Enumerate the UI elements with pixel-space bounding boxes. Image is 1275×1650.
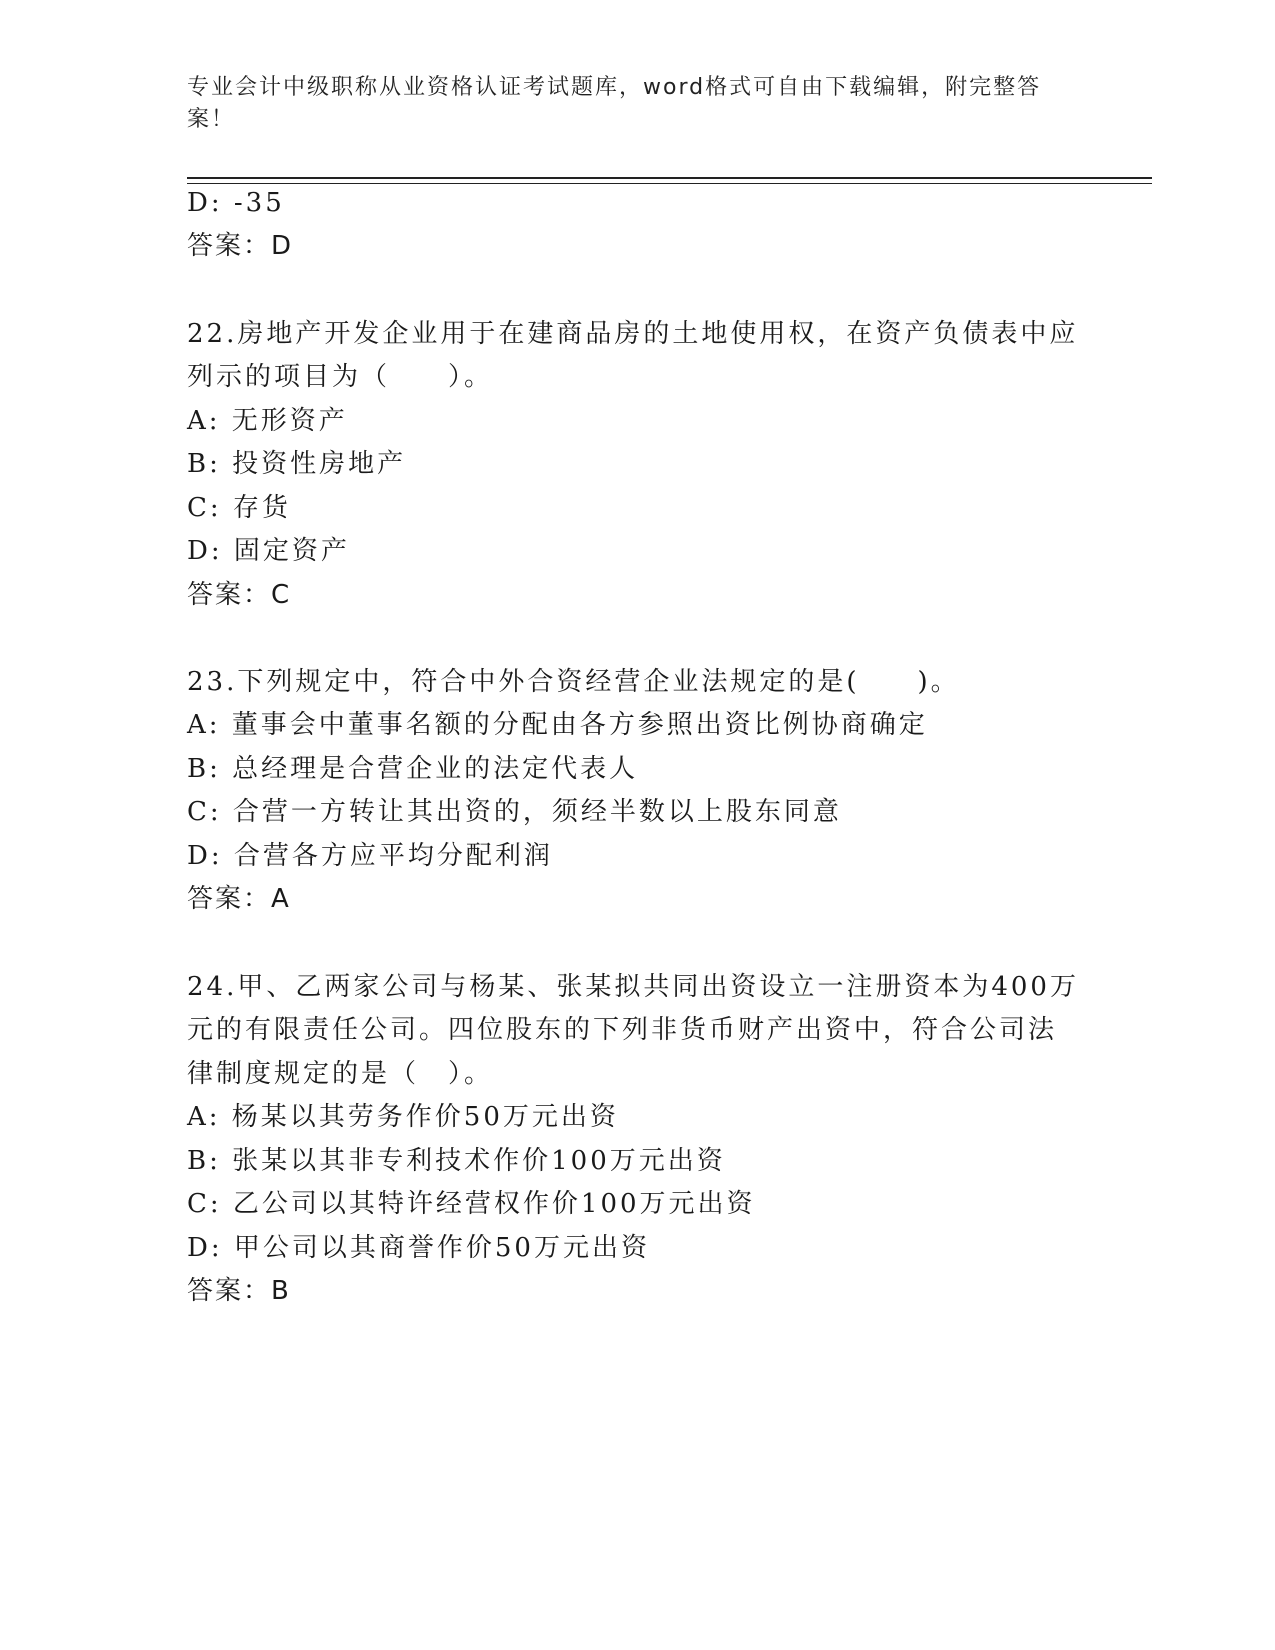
question-23-answer: 答案：A [187, 884, 291, 914]
question-24-option-d: D: 甲公司以其商誉作价50万元出资 [187, 1233, 650, 1263]
page-header [187, 72, 1067, 136]
header-line-2: 案！ [187, 107, 236, 132]
question-23-option-a: A: 董事会中董事名额的分配由各方参照出资比例协商确定 [187, 710, 928, 740]
question-23-stem-line-1: 23.下列规定中，符合中外合资经营企业法规定的是( )。 [187, 667, 960, 697]
answer-line: 答案：D [187, 231, 294, 261]
header-rule-thick [187, 177, 1152, 179]
question-24-option-b: B: 张某以其非专利技术作价100万元出资 [187, 1146, 726, 1176]
question-22-option-a: A: 无形资产 [187, 406, 348, 436]
question-24-stem-line-2: 元的有限责任公司。四位股东的下列非货币财产出资中，符合公司法 [187, 1015, 1058, 1045]
question-23-option-b: B: 总经理是合营企业的法定代表人 [187, 754, 639, 784]
question-24-stem-line-3: 律制度规定的是（ ）。 [187, 1059, 494, 1089]
question-24-stem-line-1: 24.甲、乙两家公司与杨某、张某拟共同出资设立一注册资本为400万 [187, 972, 1079, 1002]
question-22-stem-line-2: 列示的项目为（ ）。 [187, 362, 494, 392]
question-23-option-d: D: 合营各方应平均分配利润 [187, 841, 553, 871]
question-24-option-a: A: 杨某以其劳务作价50万元出资 [187, 1102, 619, 1132]
question-22-answer: 答案：C [187, 580, 292, 610]
question-23-option-c: C: 合营一方转让其出资的，须经半数以上股东同意 [187, 797, 842, 827]
option-d: D: -35 [187, 188, 285, 218]
question-24-answer: 答案：B [187, 1276, 291, 1306]
question-22-stem-line-1: 22.房地产开发企业用于在建商品房的土地使用权，在资产负债表中应 [187, 319, 1079, 349]
question-22-option-c: C: 存货 [187, 493, 291, 523]
header-rule-thin [187, 183, 1152, 184]
question-22-option-d: D: 固定资产 [187, 536, 350, 566]
question-24-option-c: C: 乙公司以其特许经营权作价100万元出资 [187, 1189, 756, 1219]
header-line-1: 专业会计中级职称从业资格认证考试题库，word格式可自由下载编辑，附完整答 [187, 75, 1042, 100]
question-22-option-b: B: 投资性房地产 [187, 449, 407, 479]
